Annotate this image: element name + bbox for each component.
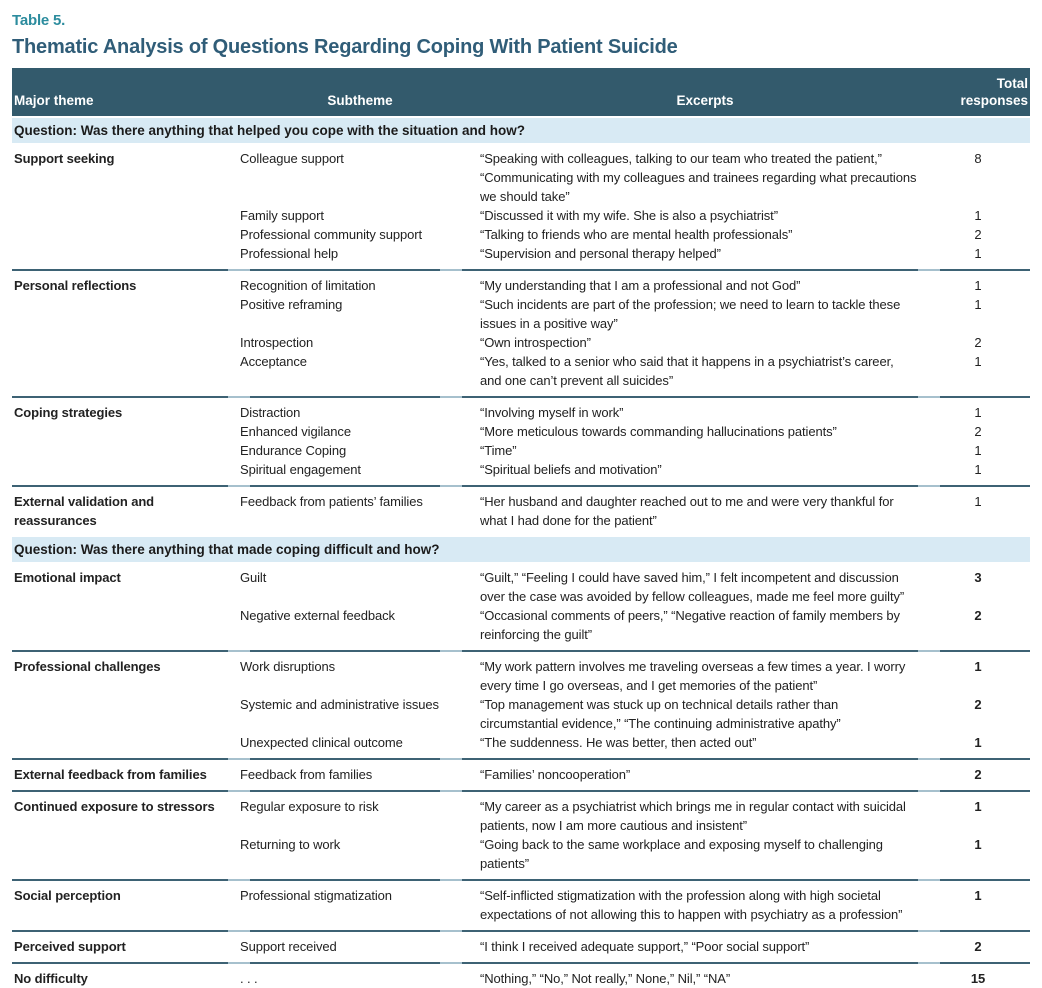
subtheme-cell: Endurance Coping	[240, 443, 347, 458]
excerpt-cell: “Guilt,” “Feeling I could have saved him,” I felt incompetent and discussion over the case was avoided by fellow colleagues, made me feel more guilty”	[480, 570, 905, 604]
excerpt-cell: “Time”	[480, 443, 517, 458]
divider-gap-segment	[918, 650, 940, 652]
total-responses-cell: 2	[974, 227, 982, 242]
excerpt-cell: “Discussed it with my wife. She is also a psychiatrist”	[480, 208, 778, 223]
total-responses-cell: 1	[974, 278, 982, 293]
excerpt-cell: “Top management was stuck up on technical details rather than circumstantial evidence,” “The continuing administrative apathy”	[480, 697, 841, 731]
subtheme-cell: Feedback from patients’ families	[240, 494, 423, 509]
divider-gap-segment	[440, 962, 462, 964]
section-divider	[12, 650, 1030, 652]
subtheme-cell: . . .	[240, 971, 258, 986]
divider-gap-segment	[440, 790, 462, 792]
total-responses-cell: 8	[974, 151, 982, 166]
subtheme-cell: Support received	[240, 939, 337, 954]
divider-gap-segment	[440, 879, 462, 881]
divider-gap-segment	[918, 790, 940, 792]
major-theme-cell: Social perception	[14, 888, 121, 903]
divider-gap-segment	[228, 269, 250, 271]
divider-gap-segment	[440, 485, 462, 487]
total-responses-cell: 1	[974, 354, 982, 369]
total-responses-cell: 2	[974, 608, 982, 623]
excerpt-cell: “Talking to friends who are mental health professionals”	[480, 227, 793, 242]
total-responses-cell: 2	[974, 939, 982, 954]
excerpt-cell: “Families’ noncooperation”	[480, 767, 631, 782]
divider-gap-segment	[228, 790, 250, 792]
subtheme-cell: Family support	[240, 208, 324, 223]
theme-group	[12, 398, 1030, 485]
theme-group	[12, 652, 1030, 758]
divider-gap-segment	[918, 930, 940, 932]
table-body	[12, 118, 1030, 988]
major-theme-cell: Professional challenges	[14, 659, 161, 674]
excerpt-cell: “Yes, talked to a senior who said that it happens in a psychiatrist’s career, and one can’t prevent all suicides”	[480, 354, 894, 388]
section-divider	[12, 269, 1030, 271]
total-responses-cell: 1	[974, 443, 982, 458]
total-responses-cell: 2	[974, 697, 982, 712]
col-header-excerpts: Excerpts	[676, 93, 734, 108]
total-responses-cell: 2	[974, 767, 982, 782]
major-theme-cell: No difficulty	[14, 971, 88, 986]
excerpt-cell: “More meticulous towards commanding hallucinations patients”	[480, 424, 837, 439]
divider-gap-segment	[918, 758, 940, 760]
divider-gap-segment	[440, 758, 462, 760]
excerpt-cell: “My understanding that I am a professional and not God”	[480, 278, 801, 293]
total-responses-cell: 1	[974, 735, 982, 750]
subtheme-cell: Professional help	[240, 246, 339, 261]
total-responses-cell: 3	[974, 570, 982, 585]
section-divider	[12, 790, 1030, 792]
excerpt-cell: “My career as a psychiatrist which brings me in regular contact with suicidal patients, now I am more cautious and insistent”	[480, 799, 906, 833]
section-divider	[12, 962, 1030, 964]
total-responses-cell: 1	[974, 659, 982, 674]
section-divider	[12, 485, 1030, 487]
divider-gap-segment	[918, 396, 940, 398]
excerpt-cell: “Such incidents are part of the profession; we need to learn to tackle these issues in a positive way”	[480, 297, 901, 331]
col-header-total-line2: responses	[960, 93, 1028, 108]
major-theme-cell: Emotional impact	[14, 570, 121, 585]
total-responses-cell: 2	[974, 335, 982, 350]
subtheme-cell: Systemic and administrative issues	[240, 697, 439, 712]
divider-gap-segment	[440, 269, 462, 271]
section-divider	[12, 758, 1030, 760]
divider-gap-segment	[228, 650, 250, 652]
divider-gap-segment	[918, 879, 940, 881]
total-responses-cell: 1	[974, 208, 982, 223]
major-theme-cell: Personal reflections	[14, 278, 137, 293]
total-responses-cell: 15	[970, 971, 986, 986]
excerpt-cell: “Going back to the same workplace and exposing myself to challenging patients”	[480, 837, 883, 871]
divider-gap-segment	[918, 269, 940, 271]
total-responses-cell: 1	[974, 246, 982, 261]
divider-gap-segment	[440, 396, 462, 398]
theme-group	[12, 964, 1030, 988]
excerpt-cell: “My work pattern involves me traveling overseas a few times a year. I worry every time I go overseas, and I get memories of the patient”	[480, 659, 906, 693]
subtheme-cell: Feedback from families	[240, 767, 373, 782]
theme-group	[12, 792, 1030, 879]
excerpt-cell: “Speaking with colleagues, talking to our team who treated the patient,” “Communicating with my colleagues and trainees regarding what precautions we should take”	[480, 151, 917, 204]
theme-group	[12, 563, 1030, 650]
excerpt-cell: “Her husband and daughter reached out to me and were very thankful for what I had done for the patient”	[480, 494, 894, 528]
total-responses-cell: 1	[974, 297, 982, 312]
subtheme-cell: Positive reframing	[240, 297, 343, 312]
subtheme-cell: Distraction	[240, 405, 301, 420]
total-responses-cell: 1	[974, 462, 982, 477]
excerpt-cell: “Occasional comments of peers,” “Negative reaction of family members by reinforcing the guilt”	[480, 608, 900, 642]
subtheme-cell: Regular exposure to risk	[240, 799, 379, 814]
excerpt-cell: “The suddenness. He was better, then acted out”	[480, 735, 757, 750]
theme-group	[12, 144, 1030, 269]
excerpt-cell: “I think I received adequate support,” “Poor social support”	[480, 939, 810, 954]
total-responses-cell: 1	[974, 837, 982, 852]
subtheme-cell: Professional stigmatization	[240, 888, 392, 903]
excerpt-cell: “Self-inflicted stigmatization with the profession along with high societal expectations of not allowing this to happen with psychiatry as a profession”	[480, 888, 903, 922]
question-row: Question: Was there anything that made coping difficult and how?	[12, 537, 1030, 562]
section-divider	[12, 879, 1030, 881]
subtheme-cell: Recognition of limitation	[240, 278, 376, 293]
subtheme-cell: Unexpected clinical outcome	[240, 735, 403, 750]
total-responses-cell: 1	[974, 799, 982, 814]
subtheme-cell: Returning to work	[240, 837, 341, 852]
major-theme-cell: Coping strategies	[14, 405, 123, 420]
divider-gap-segment	[228, 758, 250, 760]
table-label: Table 5.	[12, 12, 66, 29]
divider-gap-segment	[440, 930, 462, 932]
table-header-row	[12, 68, 1030, 116]
col-header-total-responses	[930, 75, 1030, 109]
major-theme-cell: External validation and reassurances	[14, 494, 155, 528]
divider-gap-segment	[228, 485, 250, 487]
excerpt-cell: “Own introspection”	[480, 335, 591, 350]
major-theme-cell: Continued exposure to stressors	[14, 799, 215, 814]
divider-gap-segment	[918, 962, 940, 964]
page-title: Thematic Analysis of Questions Regarding Coping With Patient Suicide	[12, 36, 678, 58]
excerpt-cell: “Involving myself in work”	[480, 405, 624, 420]
theme-group	[12, 932, 1030, 962]
subtheme-cell: Colleague support	[240, 151, 344, 166]
theme-group	[12, 487, 1030, 536]
excerpt-cell: “Supervision and personal therapy helped”	[480, 246, 721, 261]
theme-group	[12, 271, 1030, 396]
divider-gap-segment	[228, 396, 250, 398]
col-header-total-line1: Total	[996, 76, 1028, 91]
major-theme-cell: Support seeking	[14, 151, 115, 166]
excerpt-cell: “Nothing,” “No,” Not really,” None,” Nil,” “NA”	[480, 971, 731, 986]
divider-gap-segment	[440, 650, 462, 652]
col-header-major-theme: Major theme	[14, 93, 94, 108]
total-responses-cell: 1	[974, 494, 982, 509]
subtheme-cell: Enhanced vigilance	[240, 424, 351, 439]
subtheme-cell: Introspection	[240, 335, 314, 350]
major-theme-cell: External feedback from families	[14, 767, 207, 782]
col-header-subtheme: Subtheme	[327, 93, 393, 108]
divider-gap-segment	[918, 485, 940, 487]
theme-group	[12, 760, 1030, 790]
divider-gap-segment	[228, 962, 250, 964]
total-responses-cell: 1	[974, 888, 982, 903]
section-divider	[12, 396, 1030, 398]
total-responses-cell: 2	[974, 424, 982, 439]
section-divider	[12, 930, 1030, 932]
theme-group	[12, 881, 1030, 930]
total-responses-cell: 1	[974, 405, 982, 420]
subtheme-cell: Negative external feedback	[240, 608, 395, 623]
major-theme-cell: Perceived support	[14, 939, 126, 954]
divider-gap-segment	[228, 930, 250, 932]
subtheme-cell: Work disruptions	[240, 659, 335, 674]
subtheme-cell: Guilt	[240, 570, 267, 585]
subtheme-cell: Professional community support	[240, 227, 422, 242]
subtheme-cell: Spiritual engagement	[240, 462, 361, 477]
subtheme-cell: Acceptance	[240, 354, 307, 369]
divider-gap-segment	[228, 879, 250, 881]
excerpt-cell: “Spiritual beliefs and motivation”	[480, 462, 662, 477]
question-row: Question: Was there anything that helped you cope with the situation and how?	[12, 118, 1030, 143]
